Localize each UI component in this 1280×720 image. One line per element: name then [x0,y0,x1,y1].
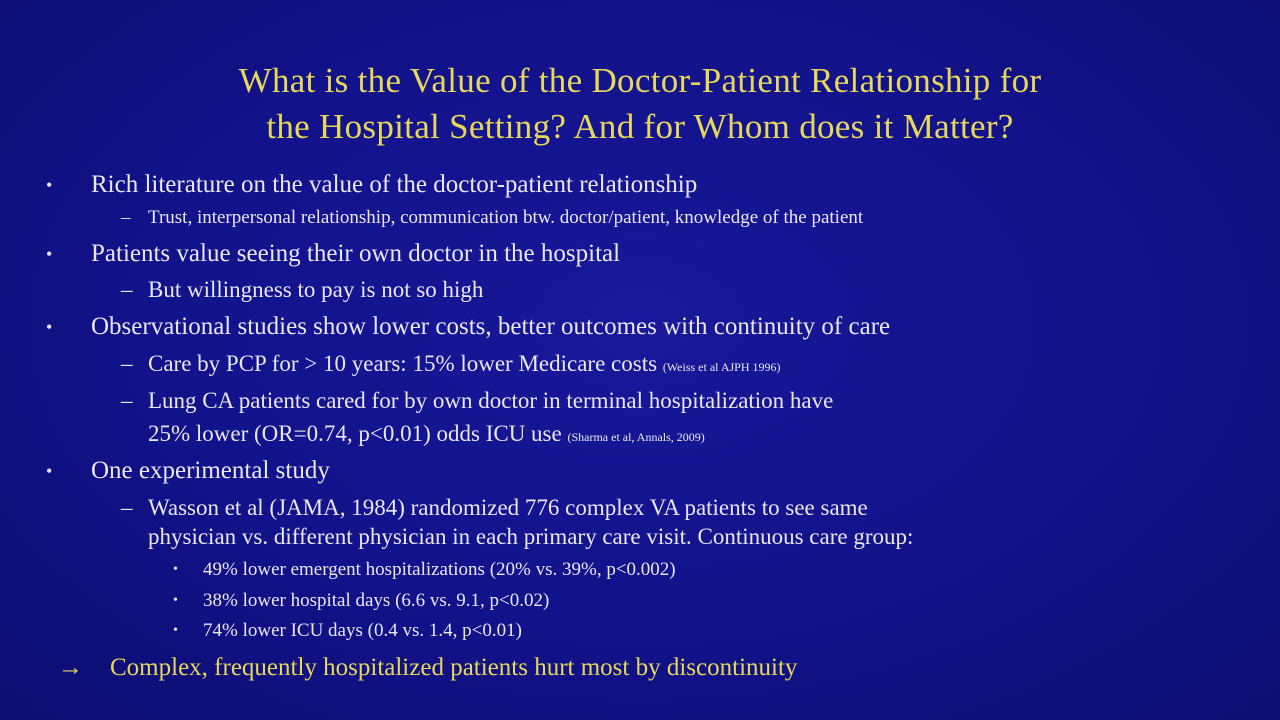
sub-bullet-dash: – [121,207,131,228]
sub-bullet-dash: – [121,388,133,413]
sub-bullet-continuation [148,419,705,452]
bullet-text: Rich literature on the value of the doctor-patient relationship [91,171,698,198]
conclusion [58,653,798,683]
sub-bullet-text-line-1: Wasson et al (JAMA, 1984) randomized 776 complex VA patients to see same [148,495,868,520]
arrow-right-icon: → [58,654,83,681]
bullet-dot: • [46,244,53,264]
bullet-item [46,239,621,269]
third-level-dot: • [173,623,178,638]
sub-bullet-item [121,349,781,382]
third-level-text: 49% lower emergent hospitalizations (20% vs. 39%, p<0.002) [203,559,676,580]
sub-bullet-continuation [148,522,913,552]
sub-bullet-text-line-2: 25% lower (OR=0.74, p<0.01) odds ICU use [148,421,562,446]
bullet-text: One experimental study [91,457,330,484]
third-level-item [173,617,522,645]
sub-bullet-item [121,275,484,305]
bullet-text: Observational studies show lower costs, better outcomes with continuity of care [91,313,891,340]
bullet-dot: • [46,461,53,481]
sub-bullet-item [121,493,868,523]
bullet-dot: • [46,175,53,195]
sub-bullet-item [121,386,834,416]
sub-bullet-text-line-2: physician vs. different physician in each primary care visit. Continuous care group: [148,524,914,549]
third-level-text: 74% lower ICU days (0.4 vs. 1.4, p<0.01) [203,620,522,641]
citation: (Sharma et al, Annals, 2009) [567,430,705,444]
sub-bullet-dash: – [121,351,133,376]
slide-title [40,58,1240,150]
bullet-text: Patients value seeing their own doctor in the hospital [91,240,621,267]
bullet-item [46,170,698,200]
title-line-2: the Hospital Setting? And for Whom does it Matter? [266,107,1014,146]
bullet-item [46,312,891,342]
third-level-item [173,556,676,584]
sub-bullet-text-line-1: Lung CA patients cared for by own doctor in terminal hospitalization have [148,388,834,413]
sub-bullet-dash: – [121,495,133,520]
third-level-dot: • [173,593,178,608]
citation: (Weiss et al AJPH 1996) [662,360,781,374]
sub-bullet-text: Trust, interpersonal relationship, communication btw. doctor/patient, knowledge of the patient [148,207,864,228]
third-level-dot: • [173,562,178,577]
sub-bullet-text: But willingness to pay is not so high [148,277,484,302]
third-level-item [173,587,550,615]
sub-bullet-text: Care by PCP for > 10 years: 15% lower Medicare costs [148,351,658,376]
bullet-dot: • [46,317,53,337]
title-line-1: What is the Value of the Doctor-Patient Relationship for [238,61,1042,100]
sub-bullet-item [121,203,864,233]
sub-bullet-dash: – [121,277,133,302]
third-level-text: 38% lower hospital days (6.6 vs. 9.1, p<0.02) [203,590,550,611]
conclusion-text: Complex, frequently hospitalized patients hurt most by discontinuity [110,654,798,681]
bullet-item [46,456,330,486]
